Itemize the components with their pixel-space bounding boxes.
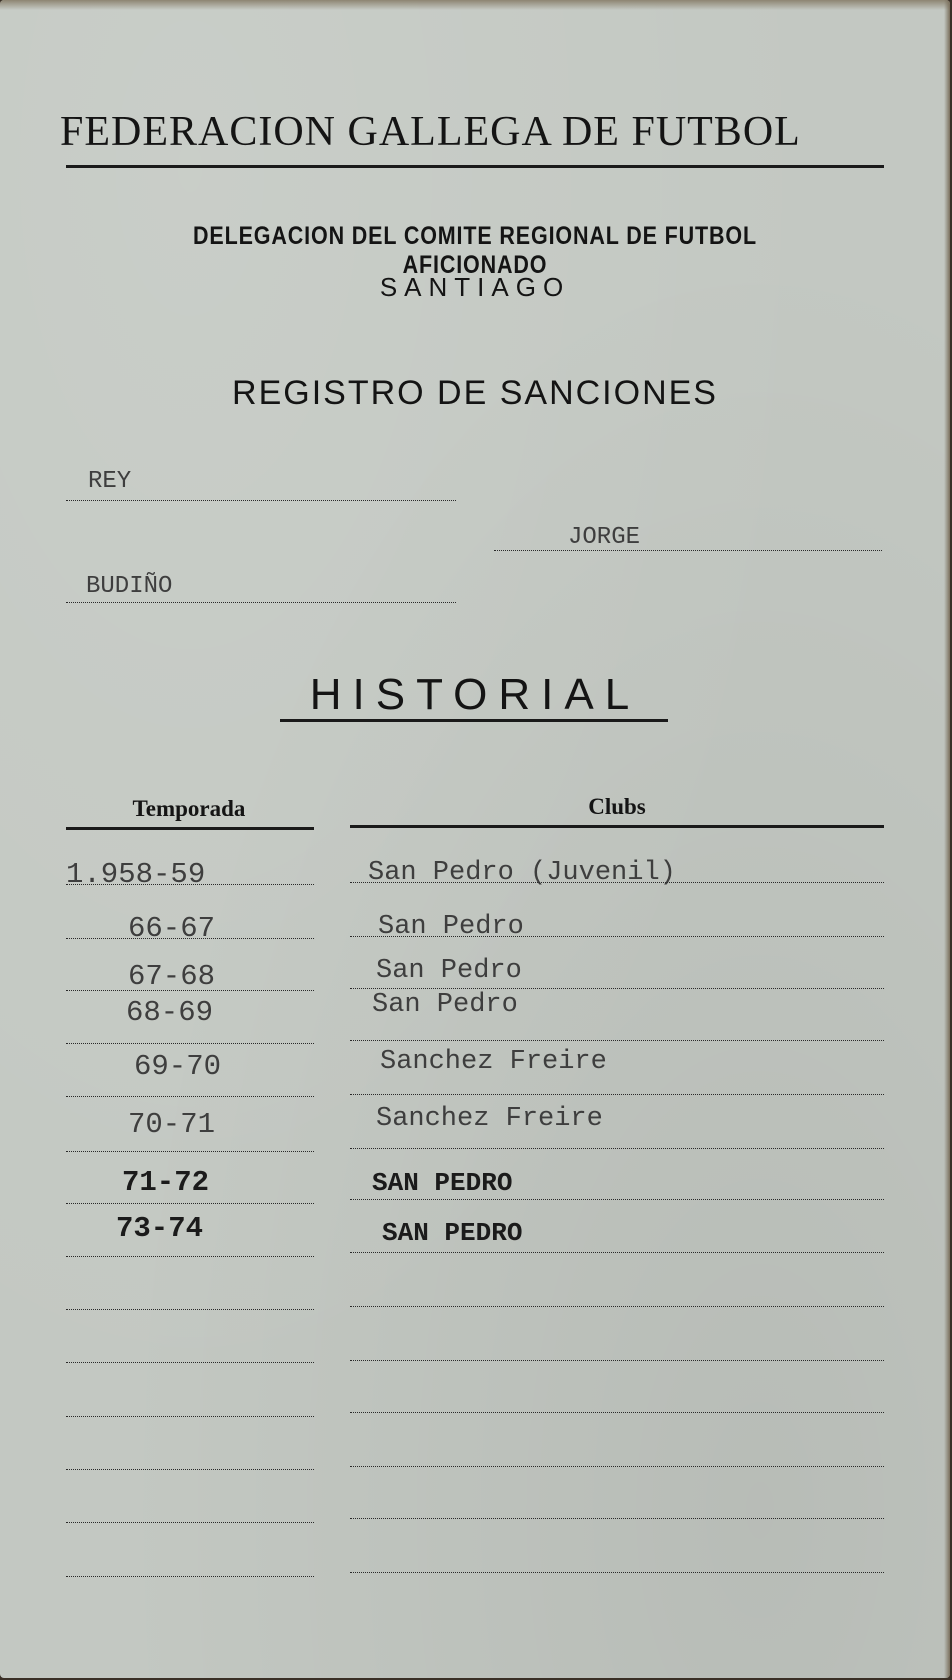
empty-season-line [66, 1416, 314, 1417]
club-cell: San Pedro [378, 912, 524, 942]
club-line [350, 936, 884, 937]
season-cell: 71-72 [122, 1166, 210, 1199]
season-cell: 67-68 [128, 960, 216, 993]
empty-club-line [350, 1412, 884, 1413]
club-line [350, 988, 884, 989]
club-cell: San Pedro (Juvenil) [368, 858, 676, 888]
season-cell: 70-71 [128, 1108, 216, 1141]
season-line [66, 1203, 314, 1204]
season-cell: 66-67 [128, 912, 216, 945]
club-cell: San Pedro [376, 956, 522, 986]
empty-club-line [350, 1466, 884, 1467]
empty-season-line [66, 1309, 314, 1310]
empty-season-line [66, 1362, 314, 1363]
club-cell: SAN PEDRO [372, 1168, 513, 1198]
club-line [350, 1094, 884, 1095]
registry-title: REGISTRO DE SANCIONES [232, 374, 718, 412]
club-cell: Sanchez Freire [376, 1104, 603, 1134]
column-header-clubs: Clubs [588, 794, 646, 819]
season-line [66, 1151, 314, 1152]
first-name-value: JORGE [568, 524, 641, 551]
season-cell: 1.958-59 [66, 858, 206, 891]
season-line [66, 1096, 314, 1097]
title-underline [66, 165, 884, 168]
delegation-subtitle: DELEGACION DEL COMITE REGIONAL DE FUTBOL AFICIONADO [193, 222, 757, 279]
season-line [66, 990, 314, 991]
surname-2-value: BUDIÑO [86, 573, 173, 600]
column-clubs-rule [350, 825, 884, 828]
empty-club-line [350, 1518, 884, 1519]
club-line [350, 1148, 884, 1149]
federation-title: FEDERACION GALLEGA DE FUTBOL [60, 109, 801, 155]
empty-club-line [350, 1360, 884, 1361]
club-line [350, 1252, 884, 1253]
club-cell: SAN PEDRO [382, 1218, 523, 1248]
surname-2-line [66, 602, 456, 603]
season-line [66, 884, 314, 885]
empty-season-line [66, 1522, 314, 1523]
club-cell: San Pedro [372, 990, 518, 1020]
season-cell: 69-70 [134, 1050, 222, 1083]
season-line [66, 1043, 314, 1044]
card-edge-top [0, 0, 950, 10]
season-line [66, 1256, 314, 1257]
empty-club-line [350, 1306, 884, 1307]
empty-season-line [66, 1469, 314, 1470]
season-cell: 68-69 [126, 996, 214, 1029]
club-line [350, 1199, 884, 1200]
first-name-line [494, 550, 882, 551]
city-label: SANTIAGO [379, 272, 571, 302]
column-season-rule [66, 827, 314, 830]
empty-club-line [350, 1572, 884, 1573]
empty-season-line [66, 1576, 314, 1577]
club-line [350, 1040, 884, 1041]
surname-1-line [66, 500, 456, 501]
history-title-underline [280, 719, 668, 722]
surname-1-value: REY [88, 468, 132, 495]
club-line [350, 882, 884, 883]
club-cell: Sanchez Freire [380, 1047, 607, 1077]
season-cell: 73-74 [116, 1212, 204, 1245]
season-line [66, 938, 314, 939]
column-header-season: Temporada [132, 796, 246, 821]
card-edge-right [944, 0, 950, 1678]
history-title: HISTORIAL [309, 670, 641, 719]
